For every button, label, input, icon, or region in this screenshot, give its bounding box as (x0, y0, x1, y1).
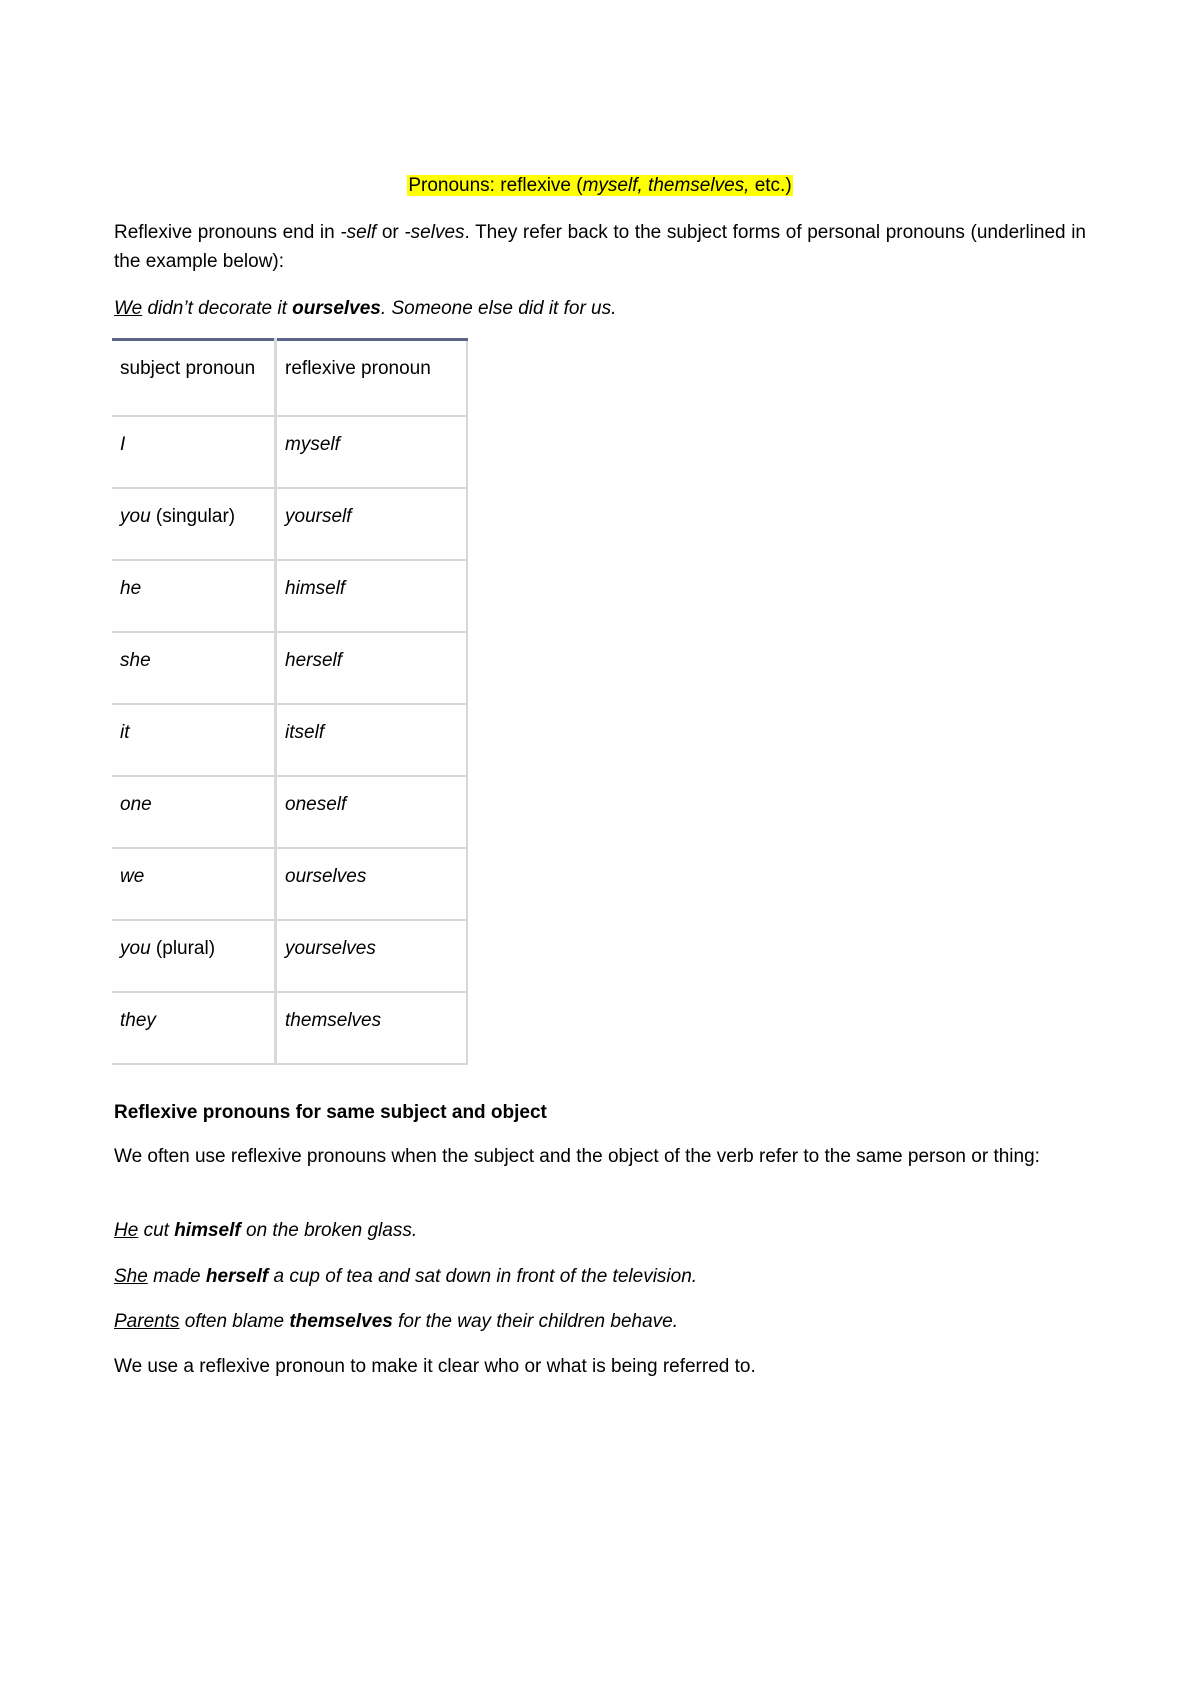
subject-pronoun: she (120, 649, 151, 671)
intro-selves-suffix: -selves (404, 222, 465, 243)
example-sentence-2 (114, 1216, 1086, 1245)
table-row (112, 632, 467, 704)
reflexive-cell: ourselves (276, 848, 467, 920)
example-sentence-4 (114, 1307, 1086, 1336)
intro-text-2: or (376, 222, 405, 243)
pronoun-table (112, 338, 468, 1065)
reflexive-cell: herself (276, 632, 467, 704)
example-1-reflexive: ourselves (292, 298, 381, 319)
reflexive-cell: themselves (276, 992, 467, 1064)
example-sentence-1 (114, 294, 1086, 323)
header-reflexive-pronoun: reflexive pronoun (276, 340, 467, 416)
example-text-2: for the way their children behave. (392, 1311, 679, 1332)
example-reflexive: himself (174, 1220, 241, 1241)
subject-cell (112, 632, 276, 704)
intro-paragraph (114, 218, 1086, 276)
title-suffix: etc.) (749, 175, 792, 196)
table-row (112, 920, 467, 992)
example-text-1: cut (138, 1220, 175, 1241)
table-row (112, 992, 467, 1064)
table-row (112, 416, 467, 488)
example-subject: Parents (114, 1311, 180, 1332)
subject-pronoun: you (120, 505, 151, 527)
intro-text-3: . They refer back to the subject forms of personal pronouns (underlined in the example below): (114, 222, 1087, 272)
example-reflexive: herself (205, 1266, 269, 1287)
example-1-text-2: . Someone else did it for us. (380, 298, 617, 319)
example-subject: She (114, 1266, 148, 1287)
subject-cell (112, 704, 276, 776)
subject-cell (112, 992, 276, 1064)
intro-self-suffix: -self (340, 222, 377, 243)
highlighted-title (407, 175, 792, 196)
header-subject-pronoun: subject pronoun (112, 340, 276, 416)
subject-pronoun: I (120, 433, 126, 455)
subject-pronoun: he (120, 577, 142, 599)
title-prefix: Pronouns: reflexive ( (408, 175, 583, 196)
table-row (112, 848, 467, 920)
example-text-1: often blame (179, 1311, 290, 1332)
reflexive-cell: myself (276, 416, 467, 488)
subject-pronoun: it (120, 721, 130, 743)
subject-pronoun: one (120, 793, 152, 815)
subject-pronoun: we (120, 865, 145, 887)
example-text-1: made (147, 1266, 206, 1287)
subject-pronoun: you (120, 937, 151, 959)
subject-cell (112, 776, 276, 848)
subject-cell (112, 416, 276, 488)
table-header-row (112, 340, 467, 416)
page-title (0, 174, 1200, 198)
reflexive-cell: himself (276, 560, 467, 632)
reflexive-cell: yourselves (276, 920, 467, 992)
reflexive-cell: itself (276, 704, 467, 776)
example-sentence-3 (114, 1262, 1086, 1291)
subject-cell (112, 488, 276, 560)
example-text-2: a cup of tea and sat down in front of the television. (268, 1266, 698, 1287)
section-body: We often use reflexive pronouns when the subject and the object of the verb refer to the same person or thing: (114, 1146, 1040, 1167)
subject-cell (112, 560, 276, 632)
example-1-text-1: didn’t decorate it (142, 298, 293, 319)
table-row (112, 776, 467, 848)
subject-cell (112, 920, 276, 992)
example-subject: He (114, 1220, 139, 1241)
reflexive-cell: yourself (276, 488, 467, 560)
table-row (112, 704, 467, 776)
intro-text-1: Reflexive pronouns end in (114, 222, 341, 243)
section-heading: Reflexive pronouns for same subject and object (114, 1102, 547, 1123)
subject-note: (singular) (150, 505, 236, 527)
table-row (112, 488, 467, 560)
example-reflexive: themselves (289, 1311, 393, 1332)
table-row (112, 560, 467, 632)
subject-cell (112, 848, 276, 920)
title-italic-examples: myself, themselves, (582, 175, 750, 196)
reflexive-cell: oneself (276, 776, 467, 848)
subject-note: (plural) (150, 937, 216, 959)
example-text-2: on the broken glass. (240, 1220, 418, 1241)
example-1-subject: We (114, 298, 143, 319)
closing-sentence: We use a reflexive pronoun to make it clear who or what is being referred to. (114, 1356, 756, 1377)
subject-pronoun: they (120, 1009, 156, 1031)
